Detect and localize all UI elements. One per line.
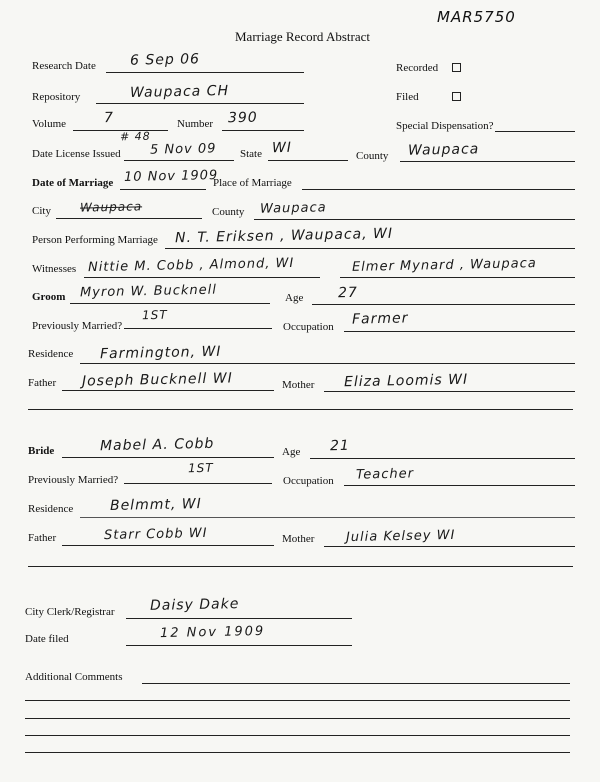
witness-2-value: Elmer Mynard , Waupaca [351,256,537,275]
groom-name-line [70,303,270,304]
county-label-1: County [356,150,389,162]
bride-previously-married-value: 1ST [187,460,214,476]
county-label-2: County [212,206,245,218]
comments-line-5 [25,752,570,753]
date-of-marriage-line [120,189,206,190]
county-value-1: Waupaca [407,141,480,159]
bride-label: Bride [28,445,55,457]
bride-mother-value: Julia Kelsey WI [345,527,456,546]
state-label: State [240,148,262,160]
county-line-1 [400,161,575,162]
person-performing-line [165,248,575,249]
bride-father-line [62,545,274,546]
city-clerk-line [126,618,352,619]
bride-occupation-label: Occupation [283,475,334,487]
date-of-marriage-value: 10 Nov 1909 [123,168,219,185]
groom-mother-value: Eliza Loomis WI [343,371,469,391]
city-clerk-label: City Clerk/Registrar [25,606,115,618]
bride-residence-value: Belmmt, WI [109,496,202,514]
record-code: MAR5750 [437,8,516,26]
recorded-checkbox[interactable] [452,63,461,72]
city-value-struck: Waupaca [79,199,143,215]
bride-previously-married-label: Previously Married? [28,474,119,486]
bride-name-line [62,457,274,458]
county-line-2 [254,219,575,220]
repository-label: Repository [32,91,81,103]
recorded-label: Recorded [396,62,439,74]
place-of-marriage-line [302,189,575,190]
groom-age-label: Age [285,292,304,304]
bride-residence-label: Residence [28,503,74,515]
city-line [56,218,202,219]
bride-previously-married-line [124,483,272,484]
research-date-value: 6 Sep 06 [129,51,201,69]
special-dispensation-line [495,131,575,132]
comments-line-3 [25,718,570,719]
bride-occupation-value: Teacher [355,466,415,483]
witnesses-label: Witnesses [32,263,77,275]
city-clerk-value: Daisy Dake [149,596,240,614]
bride-mother-label: Mother [282,533,315,545]
groom-residence-line [80,363,575,364]
witness-2-line [340,277,575,278]
groom-father-value: Joseph Bucknell WI [81,370,233,390]
bride-age-label: Age [282,446,301,458]
groom-previously-married-value: 1ST [141,307,168,323]
groom-previously-married-label: Previously Married? [32,320,123,332]
place-of-marriage-label: Place of Marriage [213,177,292,189]
repository-value: Waupaca CH [129,82,230,102]
filed-label: Filed [396,91,419,103]
bride-mother-line [324,546,575,547]
comments-line-4 [25,735,570,736]
date-filed-label: Date filed [25,633,69,645]
date-filed-value: 12 Nov 1909 [159,623,266,642]
bride-residence-line [80,517,575,518]
bride-extra-line [28,566,573,567]
groom-father-label: Father [28,377,57,389]
research-date-label: Research Date [32,60,96,72]
groom-previously-married-line [124,328,272,329]
groom-residence-value: Farmington, WI [99,343,222,363]
bride-age-line [310,458,575,459]
license-number-note: # 48 [119,129,151,144]
date-license-line [124,160,234,161]
filed-checkbox[interactable] [452,92,461,101]
research-date-line [106,72,304,73]
groom-father-line [62,390,274,391]
volume-value: 7 [103,109,115,127]
date-filed-line [126,645,352,646]
state-value: WI [271,139,293,157]
state-line [268,160,348,161]
groom-label: Groom [32,291,66,303]
additional-comments-label: Additional Comments [25,671,123,683]
groom-mother-label: Mother [282,379,315,391]
person-performing-value: N. T. Eriksen , Waupaca, WI [174,225,394,247]
number-label: Number [177,118,214,130]
groom-extra-line [28,409,573,410]
groom-occupation-value: Farmer [351,310,409,328]
comments-line-1 [142,683,570,684]
bride-occupation-line [344,485,575,486]
bride-age-value: 21 [329,437,350,455]
groom-occupation-line [344,331,575,332]
groom-mother-line [324,391,575,392]
volume-label: Volume [32,118,67,130]
bride-father-label: Father [28,532,57,544]
witness-1-value: Nittie M. Cobb , Almond, WI [87,255,295,276]
number-line [222,130,304,131]
bride-name-value: Mabel A. Cobb [99,435,215,455]
witness-1-line [84,277,320,278]
date-of-marriage-label: Date of Marriage [32,177,114,189]
page-title: Marriage Record Abstract [235,29,371,44]
comments-line-2 [25,700,570,701]
date-license-label: Date License Issued [32,148,121,160]
groom-residence-label: Residence [28,348,74,360]
number-value: 390 [227,109,258,127]
county-value-2: Waupaca [259,200,327,217]
repository-line [96,103,304,104]
city-label: City [32,205,51,217]
groom-occupation-label: Occupation [283,321,334,333]
person-performing-label: Person Performing Marriage [32,234,158,246]
groom-name-value: Myron W. Bucknell [79,282,218,301]
groom-age-value: 27 [337,284,358,302]
bride-father-value: Starr Cobb WI [103,525,208,544]
date-license-value: 5 Nov 09 [149,141,217,158]
special-dispensation-label: Special Dispensation? [396,120,494,132]
groom-age-line [312,304,575,305]
